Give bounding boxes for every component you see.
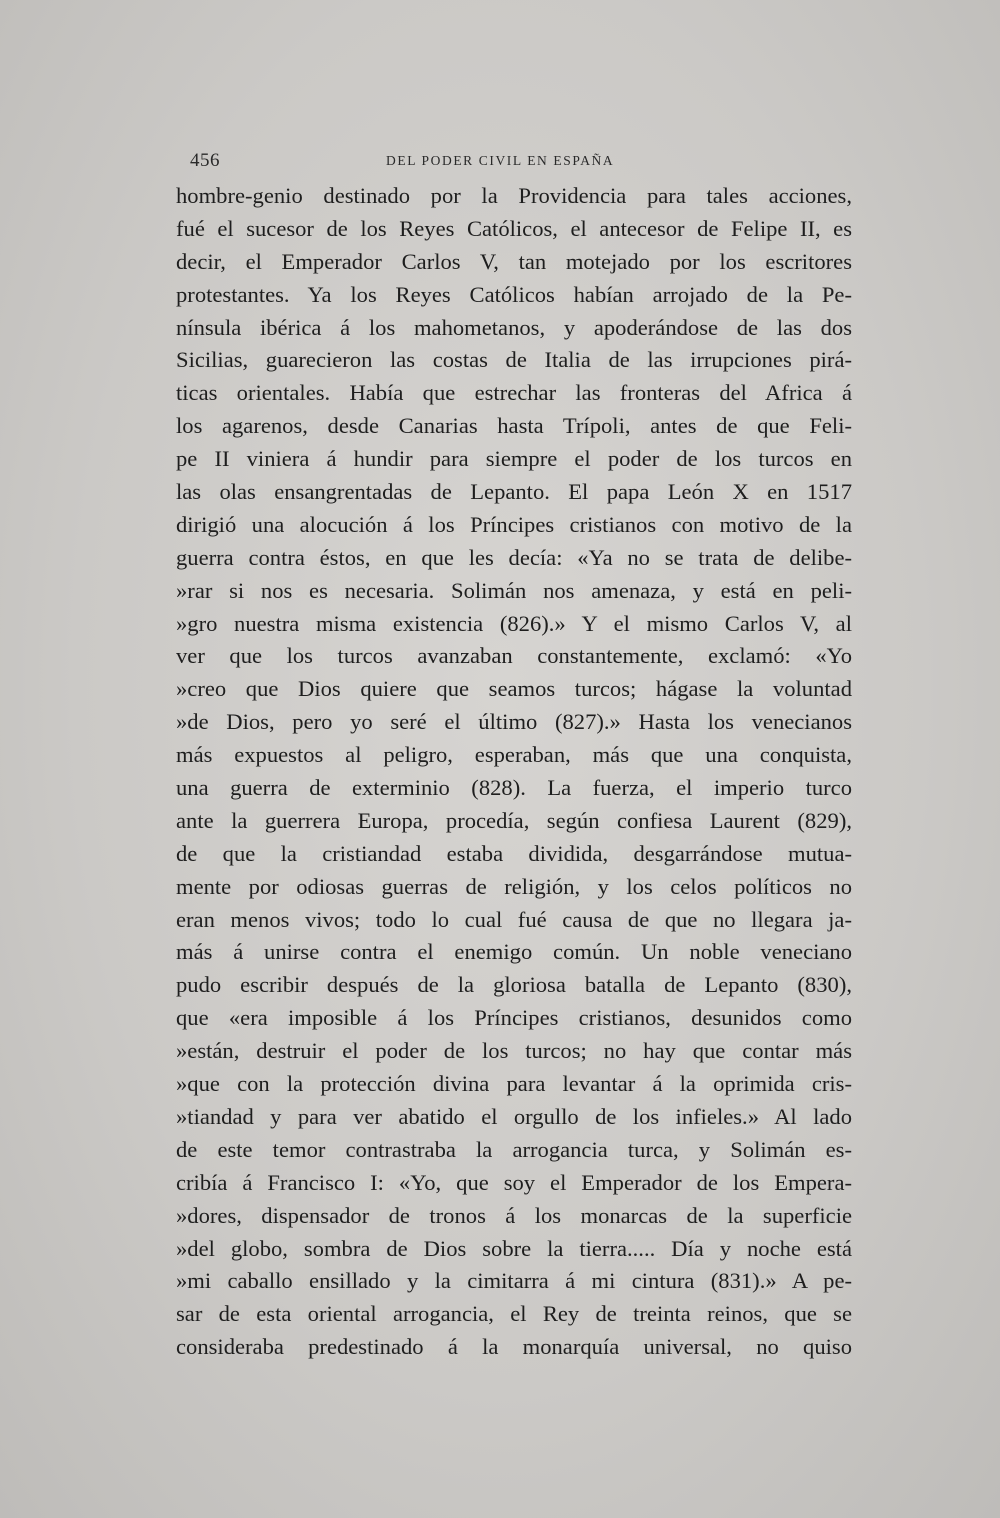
text-line: una guerra de exterminio (828). La fuerza, el imperio turco [176, 775, 852, 801]
text-line: »dores, dispensador de tronos á los monarcas de la superficie [176, 1202, 852, 1228]
body-text [176, 180, 852, 1364]
text-line: pudo escribir después de la gloriosa batalla de Lepanto (830), [176, 972, 852, 998]
text-line: de que la cristiandad estaba dividida, desgarrándose mutua- [176, 840, 852, 866]
text-line: hombre-genio destinado por la Providencia para tales acciones, [176, 183, 852, 208]
running-head: DEL PODER CIVIL EN ESPAÑA [386, 153, 615, 168]
text-line: que «era imposible á los Príncipes cristianos, desunidos como [176, 1005, 852, 1031]
text-line: ante la guerrera Europa, procedía, según confiesa Laurent (829), [176, 807, 852, 833]
page-number: 456 [190, 150, 220, 171]
text-line: »tiandad y para ver abatido el orgullo de los infieles.» Al lado [176, 1103, 852, 1129]
text-line: de este temor contrastraba la arrogancia turca, y Solimán es- [176, 1136, 852, 1162]
text-line: »gro nuestra misma existencia (826).» Y el mismo Carlos V, al [176, 610, 852, 636]
text-line: dirigió una alocución á los Príncipes cristianos con motivo de la [176, 511, 852, 537]
text-line: sar de esta oriental arrogancia, el Rey de treinta reinos, que se [176, 1301, 852, 1327]
text-line: »de Dios, pero yo seré el último (827).» Hasta los venecianos [176, 709, 852, 735]
text-line: nínsula ibérica á los mahometanos, y apoderándose de las dos [176, 314, 852, 340]
text-line: »creo que Dios quiere que seamos turcos; hágase la voluntad [176, 676, 852, 702]
text-line: eran menos vivos; todo lo cual fué causa de que no llegara ja- [176, 906, 852, 932]
text-line: protestantes. Ya los Reyes Católicos habían arrojado de la Pe- [176, 281, 852, 307]
text-line: los agarenos, desde Canarias hasta Trípoli, antes de que Feli- [176, 413, 852, 439]
text-line: fué el sucesor de los Reyes Católicos, el antecesor de Felipe II, es [176, 215, 852, 241]
text-line: ticas orientales. Había que estrechar las fronteras del Africa á [176, 380, 852, 406]
text-line: Sicilias, guarecieron las costas de Italia de las irrupciones pirá- [176, 347, 852, 373]
text-line: las olas ensangrentadas de Lepanto. El papa León X en 1517 [176, 479, 852, 505]
text-line: »rar si nos es necesaria. Solimán nos amenaza, y está en peli- [176, 577, 852, 603]
page-header [176, 150, 852, 174]
text-line: »del globo, sombra de Dios sobre la tierra..... Día y noche está [176, 1235, 852, 1261]
text-line: »que con la protección divina para levantar á la oprimida cris- [176, 1071, 852, 1097]
text-line: mente por odiosas guerras de religión, y los celos políticos no [176, 873, 852, 899]
text-line: más á unirse contra el enemigo común. Un noble veneciano [176, 939, 852, 965]
text-line: consideraba predestinado á la monarquía universal, no quiso [176, 1334, 852, 1360]
text-line: ver que los turcos avanzaban constantemente, exclamó: «Yo [176, 643, 852, 669]
text-line: decir, el Emperador Carlos V, tan motejado por los escritores [176, 248, 852, 274]
text-line: guerra contra éstos, en que les decía: «Ya no se trata de delibe- [176, 544, 852, 570]
text-line: cribía á Francisco I: «Yo, que soy el Emperador de los Empera- [176, 1169, 852, 1195]
text-line: »mi caballo ensillado y la cimitarra á mi cintura (831).» A pe- [176, 1268, 852, 1294]
text-line: más expuestos al peligro, esperaban, más que una conquista, [176, 742, 852, 768]
text-line: pe II viniera á hundir para siempre el poder de los turcos en [176, 446, 852, 472]
text-line: »están, destruir el poder de los turcos; no hay que contar más [176, 1038, 852, 1064]
